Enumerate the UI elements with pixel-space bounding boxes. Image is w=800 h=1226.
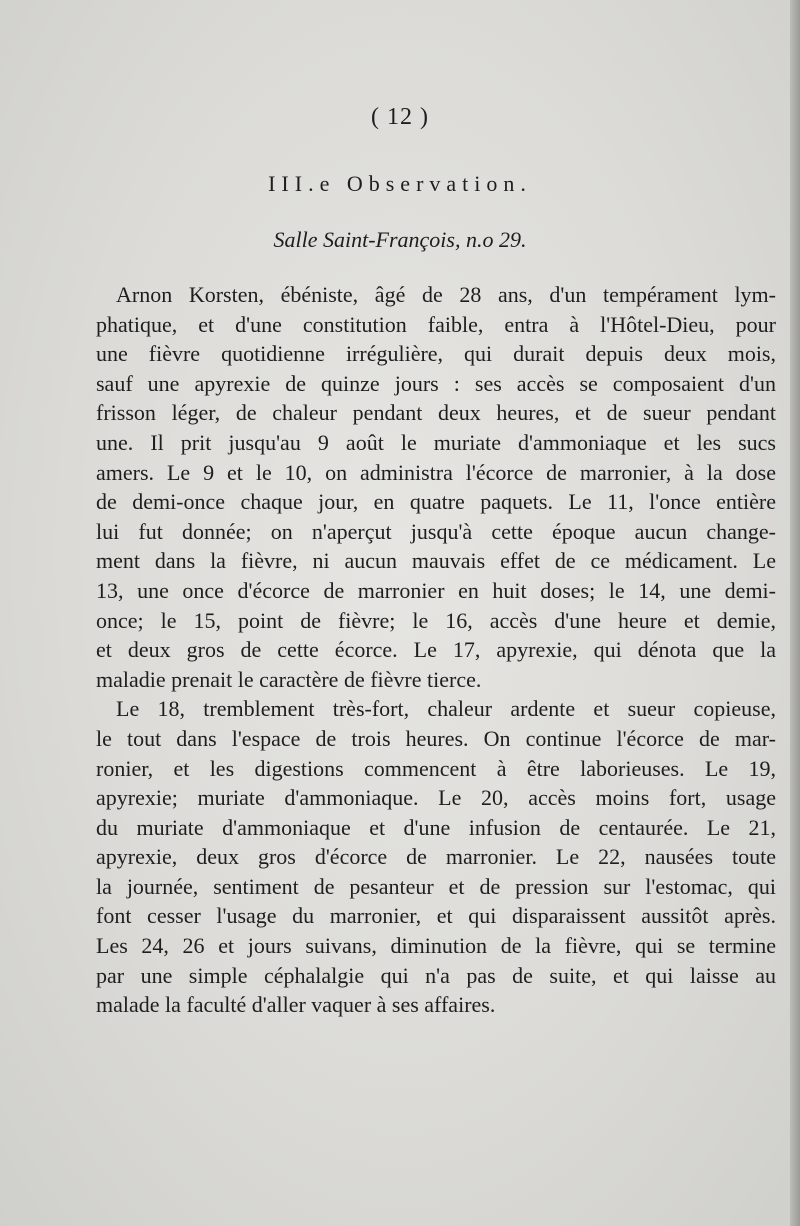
text-line: et deux gros de cette écorce. Le 17, apyrexie, qui dénota que la (96, 637, 776, 663)
text-line: de demi-once chaque jour, en quatre paquets. Le 11, l'once entière (96, 489, 776, 515)
observation-heading: III.e Observation. (268, 171, 532, 196)
text-line: sauf une apyrexie de quinze jours : ses accès se composaient d'un (96, 370, 776, 396)
text-line: Arnon Korsten, ébéniste, âgé de 28 ans, d'un tempérament lym- (116, 282, 776, 307)
text-line: ment dans la fièvre, ni aucun mauvais effet de ce médicament. Le (96, 548, 776, 574)
paragraph-1 (96, 280, 776, 694)
text-line: la journée, sentiment de pesanteur et de pression sur l'estomac, qui (96, 873, 776, 899)
paragraph-2 (96, 694, 776, 1020)
text-line: Le 18, tremblement très-fort, chaleur ardente et sueur copieuse, (116, 696, 776, 722)
text-line: malade la faculté d'aller vaquer à ses affaires. (96, 992, 496, 1018)
text-line: apyrexie, deux gros d'écorce de marronier. Le 22, nausées toute (96, 844, 776, 870)
text-line: du muriate d'ammoniaque et d'une infusion de centaurée. Le 21, (96, 814, 776, 840)
text-line: 13, une once d'écorce de marronier en huit doses; le 14, une demi- (96, 577, 776, 603)
text-line: par une simple céphalalgie qui n'a pas de suite, et qui laisse au (96, 962, 776, 988)
page-number: ( 12 ) (371, 104, 429, 130)
text-line: lui fut donnée; on n'aperçut jusqu'à cette époque aucun change- (96, 518, 776, 544)
text-line: amers. Le 9 et le 10, on administra l'écorce de marronier, à la dose (96, 459, 776, 485)
text-line: phatique, et d'une constitution faible, entra à l'Hôtel-Dieu, pour (96, 311, 776, 337)
ward-subheading: Salle Saint-François, n.o 29. (273, 227, 527, 252)
text-line: ronier, et les digestions commencent à être laborieuses. Le 19, (96, 755, 776, 781)
text-line: apyrexie; muriate d'ammoniaque. Le 20, accès moins fort, usage (96, 785, 776, 811)
text-line: maladie prenait le caractère de fièvre tierce. (96, 666, 482, 692)
text-line: Les 24, 26 et jours suivans, diminution de la fièvre, qui se termine (96, 933, 776, 959)
text-line: frisson léger, de chaleur pendant deux heures, et de sueur pendant (96, 400, 776, 426)
text-line: une fièvre quotidienne irrégulière, qui durait depuis deux mois, (96, 341, 776, 367)
body-text (96, 280, 776, 1020)
text-line: once; le 15, point de fièvre; le 16, accès d'une heure et demie, (96, 607, 776, 633)
text-line: le tout dans l'espace de trois heures. On continue l'écorce de mar- (96, 725, 776, 751)
text-line: une. Il prit jusqu'au 9 août le muriate d'ammoniaque et les sucs (96, 429, 776, 455)
text-line: font cesser l'usage du marronier, et qui disparaissent aussitôt après. (96, 903, 776, 929)
